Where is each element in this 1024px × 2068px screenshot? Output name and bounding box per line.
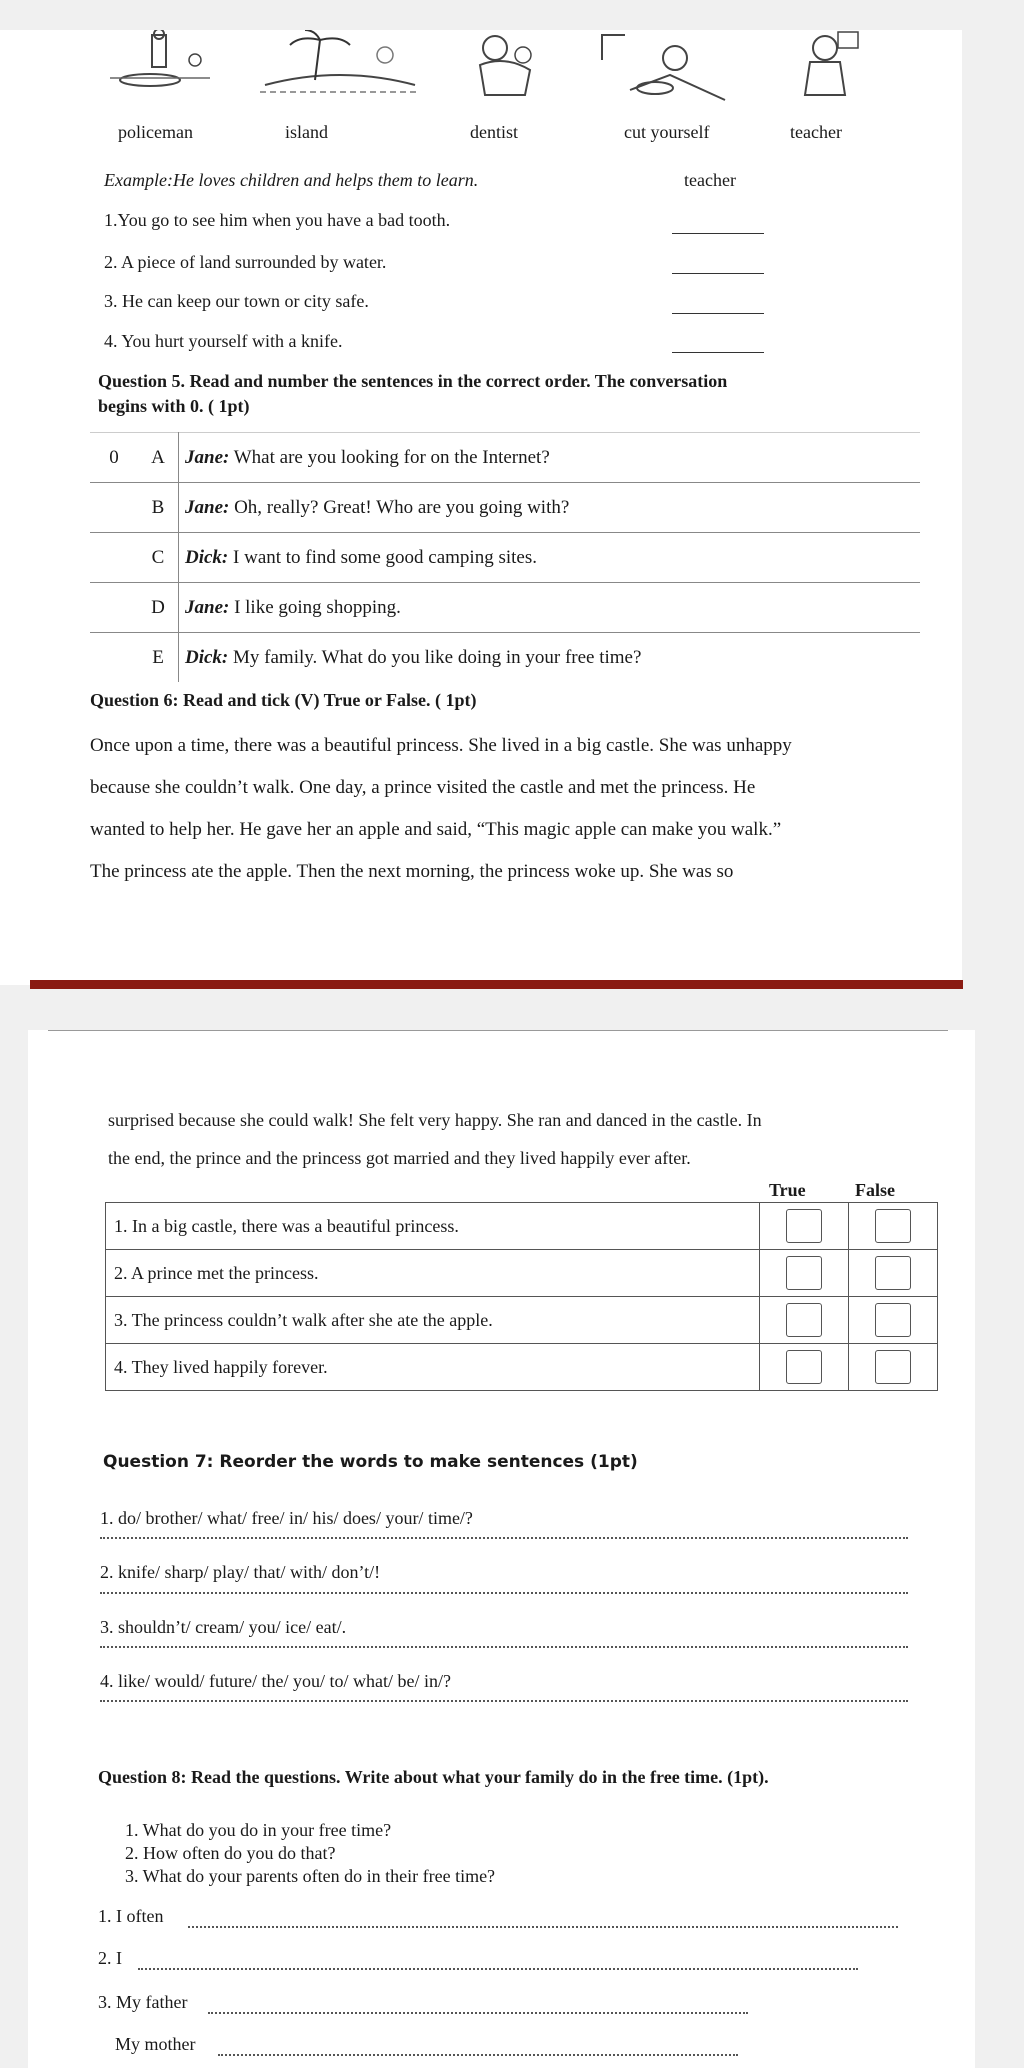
picture-label: dentist (470, 122, 518, 142)
passage-line: the end, the prince and the princess got married and they lived happily ever after. (108, 1148, 691, 1168)
answer-line[interactable] (208, 2012, 748, 2014)
q5-heading: Question 5. Read and number the sentences in the correct order. The conversation (98, 371, 728, 391)
island-picture (255, 30, 425, 100)
true-checkbox[interactable] (786, 1256, 822, 1290)
true-cell (760, 1344, 849, 1391)
q5-row (90, 483, 920, 533)
page-separator (30, 980, 963, 989)
tf-row (106, 1250, 938, 1297)
q5-sentence (179, 533, 921, 583)
policeman-picture (100, 30, 220, 95)
tf-row (106, 1297, 938, 1344)
q5-speaker: Dick: (185, 546, 229, 568)
q5-heading-cont: begins with 0. ( 1pt) (98, 396, 250, 416)
passage-line: wanted to help her. He gave her an apple and said, “This magic apple can make you walk.” (90, 819, 782, 840)
passage-line: Once upon a time, there was a beautiful princess. She lived in a big castle. She was unhappy (90, 735, 792, 756)
q8-question: 3. What do your parents often do in their free time? (125, 1866, 496, 1886)
example-sentence: Example:He loves children and helps them to learn. (104, 170, 479, 190)
q5-text: I like going shopping. (234, 596, 401, 618)
q8-question: 1. What do you do in your free time? (125, 1820, 392, 1840)
answer-line[interactable] (100, 1646, 908, 1648)
q5-row (90, 533, 920, 583)
tf-statement: 2. A prince met the princess. (106, 1250, 760, 1297)
tf-statement: 1. In a big castle, there was a beautiful princess. (106, 1203, 760, 1250)
cut-yourself-picture (600, 30, 730, 102)
q5-letter: D (138, 583, 179, 633)
q5-number[interactable]: 0 (90, 433, 138, 483)
q5-number[interactable] (90, 483, 138, 533)
false-cell (849, 1203, 938, 1250)
q5-text: Oh, really? Great! Who are you going with? (234, 496, 570, 518)
q7-item: 4. like/ would/ future/ the/ you/ to/ what/ be/ in/? (100, 1671, 451, 1691)
answer-line[interactable] (672, 352, 764, 353)
true-cell (760, 1250, 849, 1297)
teacher-picture (790, 30, 860, 100)
q4-item: 4. You hurt yourself with a knife. (104, 331, 343, 351)
tf-row (106, 1344, 938, 1391)
tf-statement: 3. The princess couldn’t walk after she ate the apple. (106, 1297, 760, 1344)
true-cell (760, 1203, 849, 1250)
true-cell (760, 1297, 849, 1344)
false-checkbox[interactable] (875, 1209, 911, 1243)
answer-line[interactable] (188, 1926, 898, 1928)
answer-line[interactable] (138, 1968, 858, 1970)
q5-number[interactable] (90, 633, 138, 683)
q8-answer-prompt: My mother (115, 2034, 196, 2054)
answer-line[interactable] (218, 2054, 738, 2056)
q5-sentence (179, 583, 921, 633)
q5-row (90, 433, 920, 483)
worksheet-page-1 (0, 30, 962, 985)
tf-row (106, 1203, 938, 1250)
true-false-table (105, 1202, 938, 1391)
picture-label: policeman (118, 122, 193, 142)
picture-label: teacher (790, 122, 842, 142)
q8-question: 2. How often do you do that? (125, 1843, 336, 1863)
picture-label: cut yourself (624, 122, 710, 142)
false-checkbox[interactable] (875, 1350, 911, 1384)
worksheet-page-2 (28, 1030, 975, 2068)
true-checkbox[interactable] (786, 1350, 822, 1384)
answer-line[interactable] (672, 273, 764, 274)
q5-text: What are you looking for on the Internet? (233, 446, 550, 468)
false-cell (849, 1250, 938, 1297)
q7-heading: Question 7: Reorder the words to make sentences (1pt) (103, 1452, 638, 1472)
picture-label: island (285, 122, 328, 142)
q4-item: 3. He can keep our town or city safe. (104, 291, 369, 311)
false-cell (849, 1297, 938, 1344)
answer-line[interactable] (672, 233, 764, 234)
true-checkbox[interactable] (786, 1209, 822, 1243)
dentist-picture (465, 30, 545, 100)
q5-table (90, 432, 920, 682)
q5-speaker: Dick: (185, 646, 229, 668)
q5-letter: B (138, 483, 179, 533)
true-column-header: True (769, 1180, 806, 1200)
page-top-rule (48, 1030, 948, 1031)
q5-speaker: Jane: (185, 596, 230, 618)
q7-item: 1. do/ brother/ what/ free/ in/ his/ does/ your/ time/? (100, 1508, 473, 1528)
tf-statement: 4. They lived happily forever. (106, 1344, 760, 1391)
answer-line[interactable] (100, 1537, 908, 1539)
q5-letter: E (138, 633, 179, 683)
q5-text: I want to find some good camping sites. (233, 546, 537, 568)
q6-heading: Question 6: Read and tick (V) True or False. ( 1pt) (90, 690, 477, 710)
q8-heading: Question 8: Read the questions. Write about what your family do in the free time. (1pt). (98, 1767, 769, 1787)
q8-answer-prompt: 2. I (98, 1948, 122, 1968)
q5-row (90, 633, 920, 683)
true-checkbox[interactable] (786, 1303, 822, 1337)
q5-speaker: Jane: (185, 496, 230, 518)
q5-letter: C (138, 533, 179, 583)
answer-line[interactable] (672, 313, 764, 314)
q5-speaker: Jane: (185, 446, 230, 468)
false-checkbox[interactable] (875, 1256, 911, 1290)
example-answer: teacher (684, 170, 736, 190)
q5-number[interactable] (90, 533, 138, 583)
q7-item: 2. knife/ sharp/ play/ that/ with/ don’t/! (100, 1562, 381, 1582)
passage-line: because she couldn’t walk. One day, a prince visited the castle and met the princess. He (90, 777, 756, 798)
q5-letter: A (138, 433, 179, 483)
q5-sentence (179, 483, 921, 533)
q7-item: 3. shouldn’t/ cream/ you/ ice/ eat/. (100, 1617, 347, 1637)
q8-answer-prompt: 1. I often (98, 1906, 164, 1926)
false-checkbox[interactable] (875, 1303, 911, 1337)
passage-line: The princess ate the apple. Then the next morning, the princess woke up. She was so (90, 861, 734, 882)
q4-item: 2. A piece of land surrounded by water. (104, 252, 387, 272)
q5-text: My family. What do you like doing in your free time? (233, 646, 642, 668)
q5-sentence (179, 633, 921, 683)
false-column-header: False (855, 1180, 895, 1200)
q8-answer-prompt: 3. My father (98, 1992, 188, 2012)
q5-number[interactable] (90, 583, 138, 633)
q5-row (90, 583, 920, 633)
false-cell (849, 1344, 938, 1391)
answer-line[interactable] (100, 1700, 908, 1702)
q5-sentence (179, 433, 921, 483)
q4-item: 1.You go to see him when you have a bad tooth. (104, 210, 451, 230)
answer-line[interactable] (100, 1592, 908, 1594)
passage-line: surprised because she could walk! She felt very happy. She ran and danced in the castle. In (108, 1110, 762, 1130)
